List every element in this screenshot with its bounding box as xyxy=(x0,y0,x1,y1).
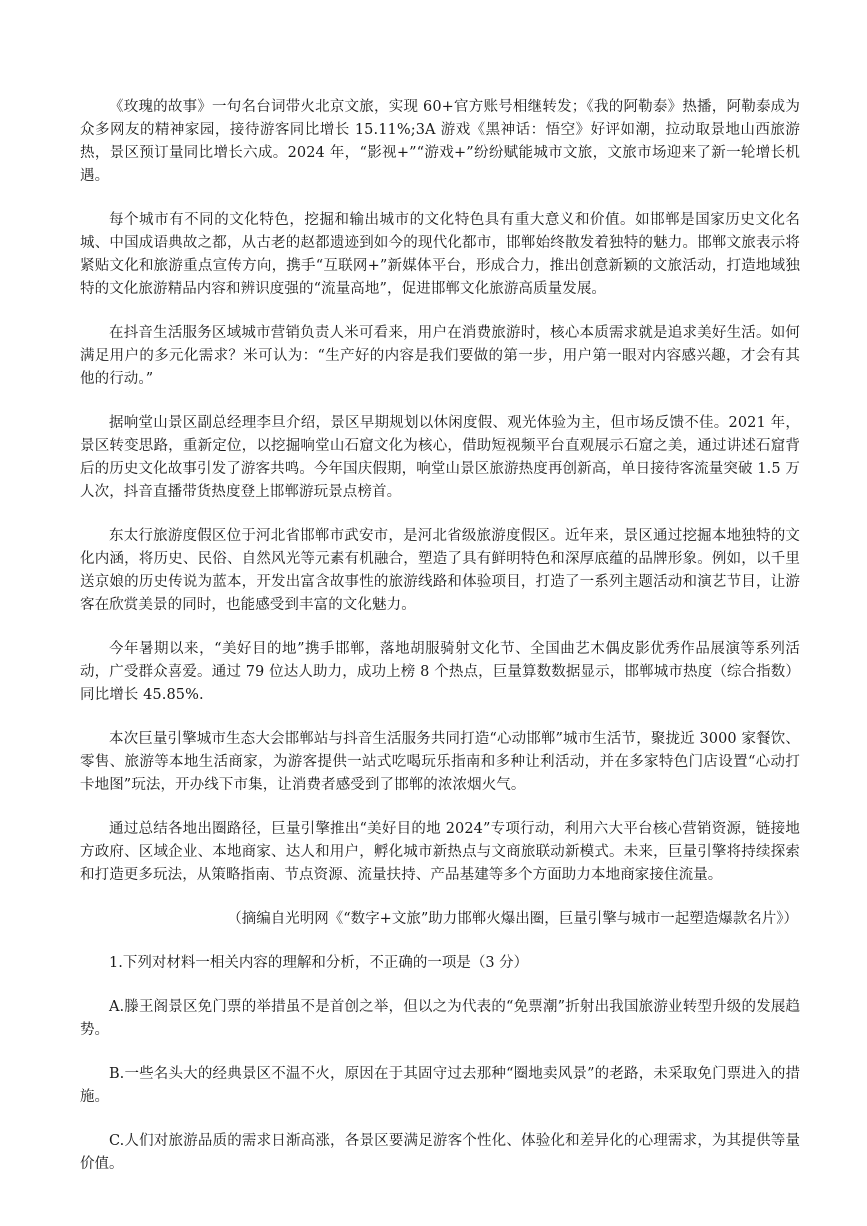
paragraph-2: 每个城市有不同的文化特色，挖掘和输出城市的文化特色具有重大意义和价值。如邯郸是国家历史文化名城、中国成语典故之都，从古老的赵都遗迹到如今的现代化都市，邯郸始终散发着独特的魅力。邯郸文旅表示将紧贴文化和旅游重点宣传方向，携手“互联网+”新媒体平台，形成合力，推出创意新颖的文旅活动，打造地域独特的文化旅游精品内容和辨识度强的“流量高地”，促进邯郸文化旅游高质量发展。 xyxy=(80,212,800,297)
paragraph-3: 在抖音生活服务区域城市营销负责人米可看来，用户在消费旅游时，核心本质需求就是追求美好生活。如何满足用户的多元化需求？米可认为：“生产好的内容是我们要做的第一步，用户第一眼对内容感兴趣，才会有其他的行动。” xyxy=(80,325,800,387)
option-a: A.滕王阁景区免门票的举措虽不是首创之举，但以之为代表的“免票潮”折射出我国旅游业转型升级的发展趋势。 xyxy=(80,999,800,1038)
paragraph-6: 今年暑期以来，“美好目的地”携手邯郸，落地胡服骑射文化节、全国曲艺木偶皮影优秀作品展演等系列活动，广受群众喜爱。通过 79 位达人助力，成功上榜 8 个热点，巨量算数数据显示，邯郸城市热度（综合指数）同比增长 45.85%. xyxy=(80,641,800,703)
paragraph-7: 本次巨量引擎城市生态大会邯郸站与抖音生活服务共同打造“心动邯郸”城市生活节，聚拢近 3000 家餐饮、零售、旅游等本地生活商家，为游客提供一站式吃喝玩乐指南和多种让利活动，并在多家特色门店设置“心动打卡地图”玩法，开办线下市集，让消费者感受到了邯郸的浓浓烟火气。 xyxy=(80,731,800,793)
source-citation: （摘编自光明网《“数字+文旅”助力邯郸火爆出圈，巨量引擎与城市一起塑造爆款名片》） xyxy=(227,911,798,927)
paragraph-4: 据响堂山景区副总经理李旦介绍，景区早期规划以休闲度假、观光体验为主，但市场反馈不佳。2021 年，景区转变思路，重新定位，以挖掘响堂山石窟文化为核心，借助短视频平台直观展示石窟之美，通过讲述石窟背后的历史文化故事引发了游客共鸣。今年国庆假期，响堂山景区旅游热度再创新高，单日接待客流量突破 1.5 万人次，抖音直播带货热度登上邯郸游玩景点榜首。 xyxy=(80,415,800,500)
paragraph-5: 东太行旅游度假区位于河北省邯郸市武安市，是河北省级旅游度假区。近年来，景区通过挖掘本地独特的文化内涵，将历史、民俗、自然风光等元素有机融合，塑造了具有鲜明特色和深厚底蕴的品牌形象。例如，以千里送京娘的历史传说为蓝本，开发出富含故事性的旅游线路和体验项目，打造了一系列主题活动和演艺节目，让游客在欣赏美景的同时，也能感受到丰富的文化魅力。 xyxy=(80,528,800,613)
option-c: C.人们对旅游品质的需求日渐高涨，各景区要满足游客个性化、体验化和差异化的心理需求，为其提供等量价值。 xyxy=(80,1133,800,1172)
option-b: B.一些名头大的经典景区不温不火，原因在于其固守过去那种“圈地卖风景”的老路，未采取免门票进入的措施。 xyxy=(80,1066,800,1105)
paragraph-8: 通过总结各地出圈路径，巨量引擎推出“美好目的地 2024”专项行动，利用六大平台核心营销资源，链接地方政府、区域企业、本地商家、达人和用户，孵化城市新热点与文商旅联动新模式。未来，巨量引擎将持续探索和打造更多玩法，从策略指南、节点资源、流量扶持、产品基建等多个方面助力本地商家接住流量。 xyxy=(80,821,800,883)
question-1: 1.下列对材料一相关内容的理解和分析，不正确的一项是（3 分） xyxy=(109,955,529,971)
paragraph-1: 《玫瑰的故事》一句名台词带火北京文旅，实现 60+官方账号相继转发；《我的阿勒泰》热播，阿勒泰成为众多网友的精神家园，接待游客同比增长 15.11%;3A 游戏《黑神话：悟空》好评如潮，拉动取景地山西旅游热，景区预订量同比增长六成。2024 年，“影视+”“游戏+”纷纷赋能城市文旅，文旅市场迎来了新一轮增长机遇。 xyxy=(80,99,800,184)
document-page xyxy=(80,96,800,1176)
